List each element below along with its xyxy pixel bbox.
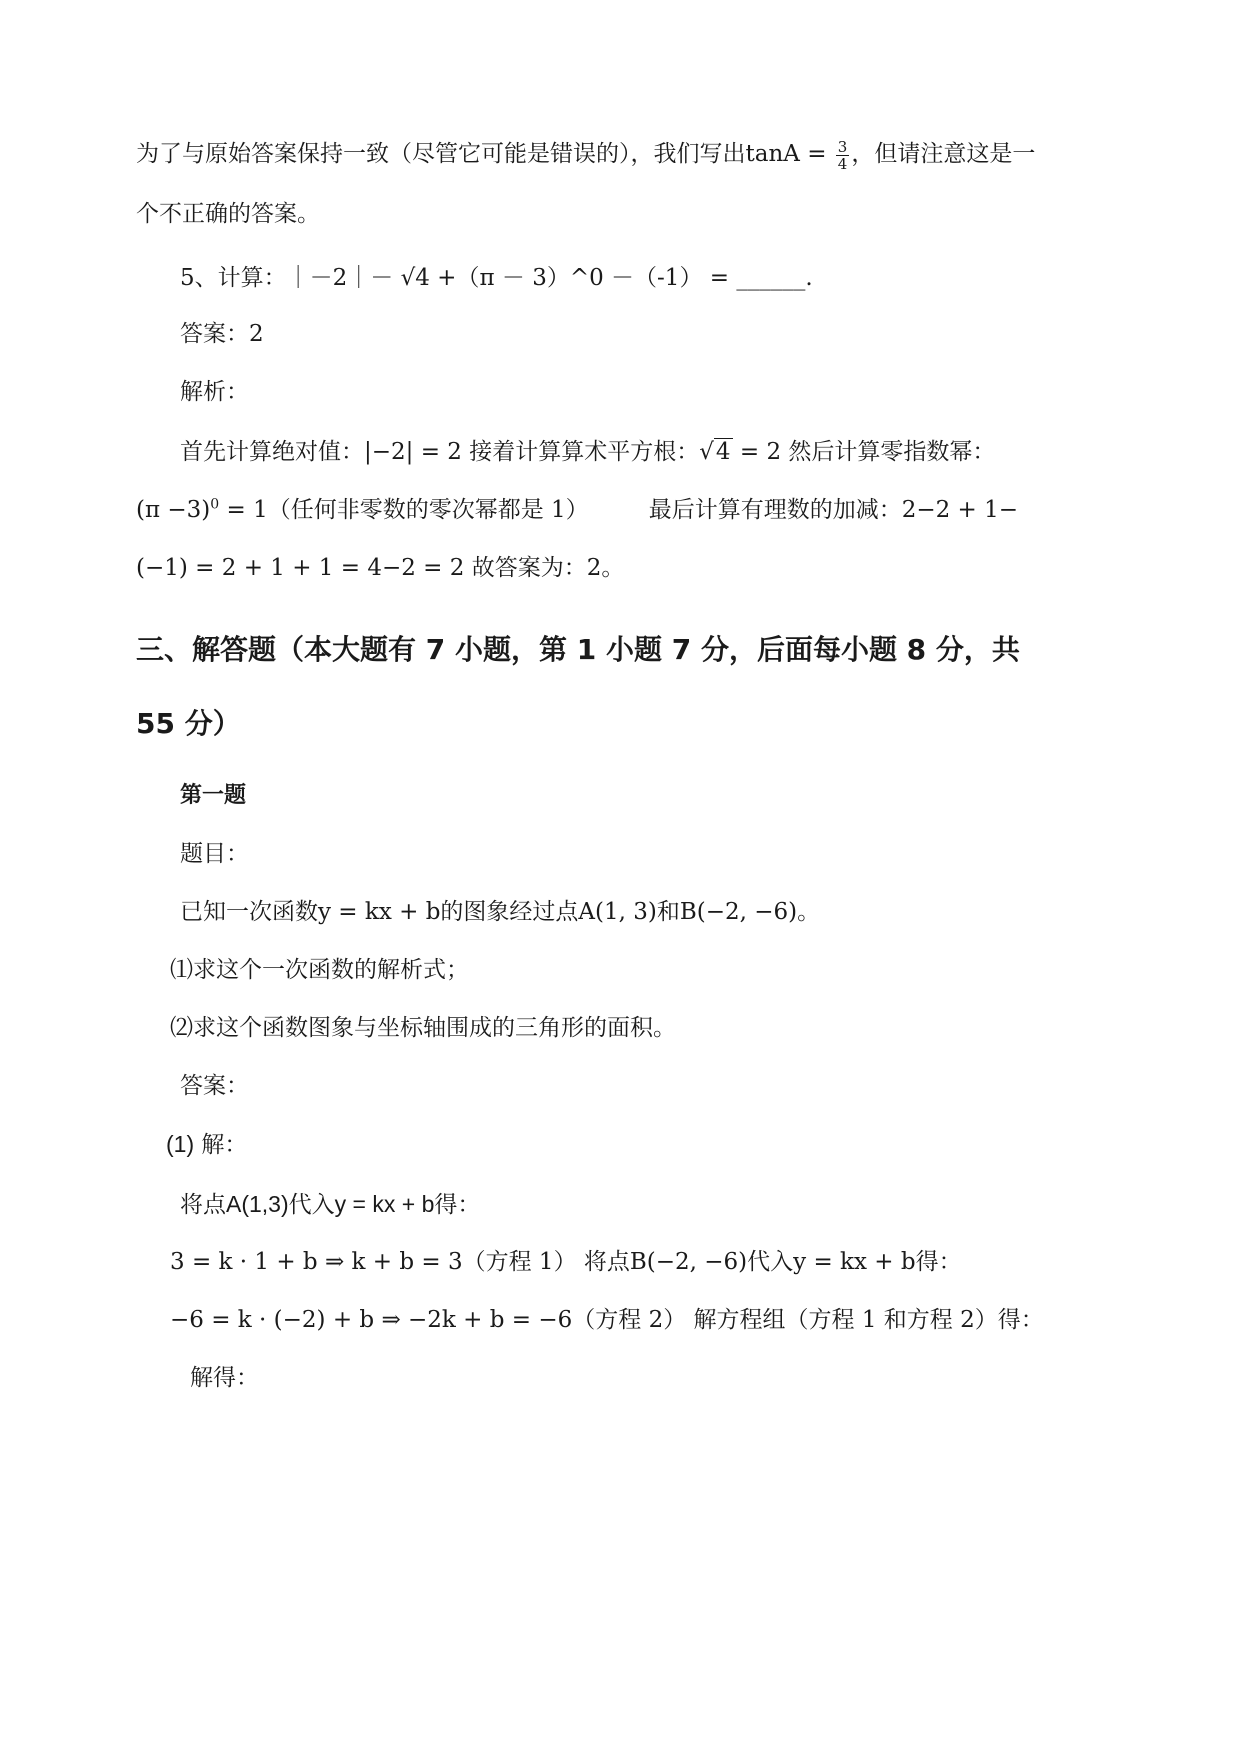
fraction-numerator: 3 (837, 137, 848, 156)
sqrt-expression: √4 (699, 439, 731, 465)
fraction (836, 139, 850, 172)
section-heading-cont: 55 分） (136, 707, 241, 740)
paragraph-text: 为了与原始答案保持一致（尽管它可能是错误的），我们写出tanA = (136, 141, 834, 167)
analysis-text: = 2 然后计算零指数幂： (732, 439, 996, 465)
analysis-label: 解析： (180, 379, 249, 405)
problem-statement: 已知一次函数y = kx + b的图象经过点A(1, 3)和B(−2, −6)。 (180, 899, 821, 925)
solution-math: A(1,3) (226, 1191, 289, 1217)
part-2: ⑵求这个函数图象与坐标轴围成的三角形的面积。 (170, 1015, 676, 1041)
question-5: 5、计算：｜－2｜－ √4 +（π － 3）^0 －（-1） = ______. (180, 265, 813, 291)
paragraph-line (136, 138, 1035, 172)
solution-text: 代入 (288, 1192, 335, 1218)
analysis-line-1 (180, 436, 995, 468)
solution-text: 得： (434, 1192, 481, 1218)
solution-line-2: 3 = k · 1 + b ⇒ k + b = 3（方程 1） 将点B(−2, −6)代入y = kx + b得： (170, 1249, 962, 1275)
answer-label: 答案： (180, 1073, 249, 1099)
solution-text: 解： (194, 1132, 248, 1158)
fraction-denominator: 4 (837, 154, 848, 173)
analysis-text: (π −3) (136, 497, 211, 523)
solution-heading (166, 1128, 247, 1161)
prompt-label: 题目： (180, 841, 249, 867)
paragraph-line: 个不正确的答案。 (136, 201, 320, 227)
section-heading: 三、解答题（本大题有 7 小题，第 1 小题 7 分，后面每小题 8 分，共 (136, 633, 1020, 666)
analysis-line-2 (136, 494, 1018, 526)
analysis-text: 最后计算有理数的加减：2−2 + 1− (648, 497, 1019, 523)
solution-text: 将点 (180, 1192, 226, 1218)
solution-line-3: −6 = k · (−2) + b ⇒ −2k + b = −6（方程 2） 解方程组（方程 1 和方程 2）得： (170, 1307, 1044, 1333)
question-title: 第一题 (180, 783, 247, 808)
part-1: ⑴求这个一次函数的解析式； (170, 957, 469, 983)
analysis-line-3: (−1) = 2 + 1 + 1 = 4−2 = 2 故答案为：2。 (136, 555, 625, 581)
solution-line-1 (180, 1188, 480, 1221)
analysis-text: 首先计算绝对值：|−2| = 2 接着计算算术平方根： (180, 439, 700, 465)
paragraph-text: ，但请注意这是一 (851, 141, 1036, 167)
solution-number: (1) (166, 1131, 195, 1157)
solution-math: y = kx + b (334, 1191, 435, 1217)
answer-label: 答案：2 (180, 321, 264, 347)
exponent: 0 (210, 496, 220, 513)
analysis-text: = 1（任何非零数的零次幂都是 1） (219, 497, 589, 523)
radicand: 4 (715, 439, 731, 465)
solution-line-4: 解得： (190, 1365, 259, 1391)
